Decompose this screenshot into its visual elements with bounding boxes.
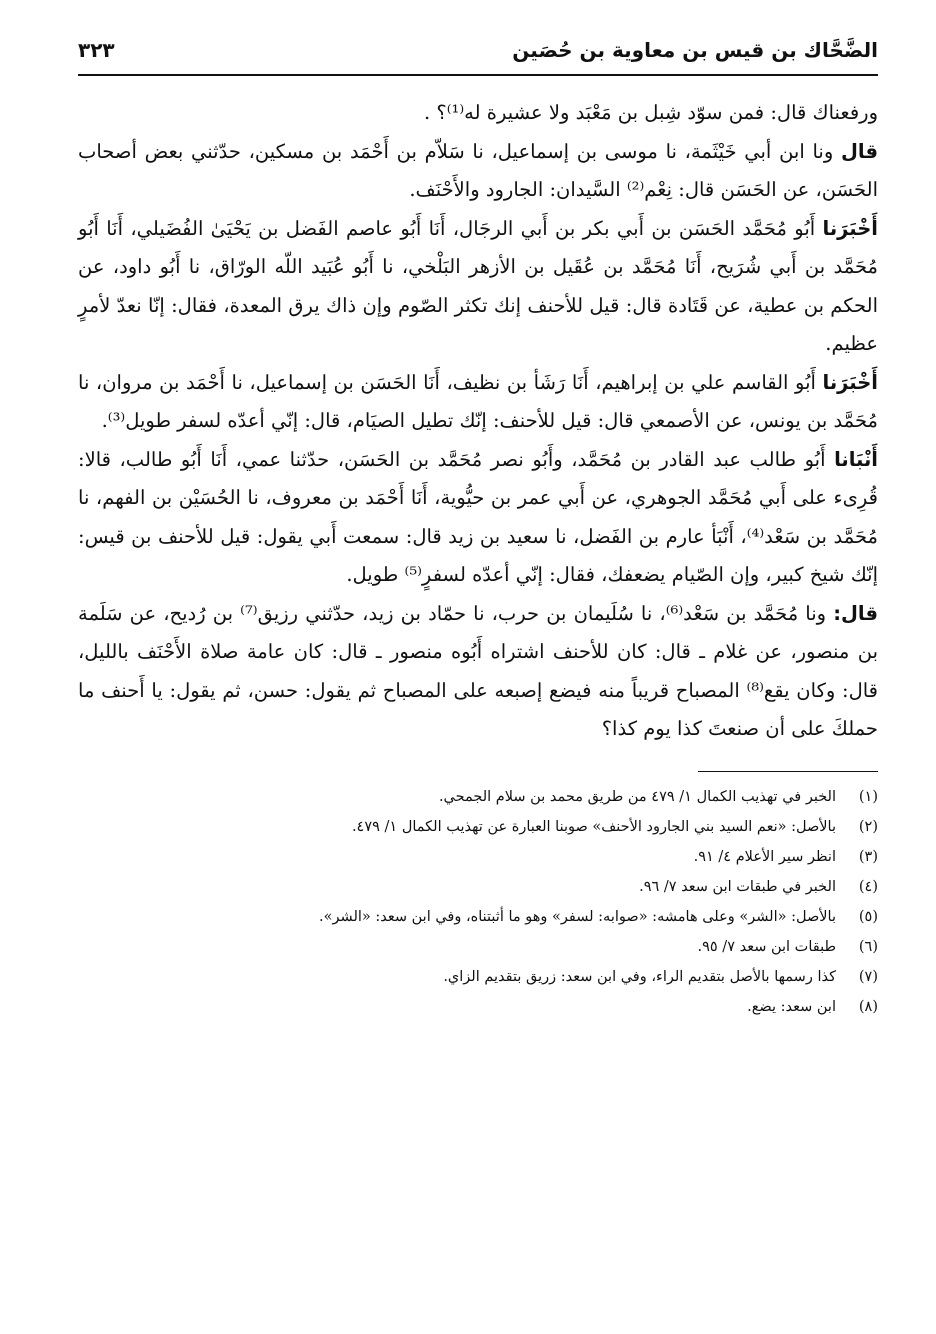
- running-title: الضَّحَّاك بن قيس بن معاوية بن حُصَين: [512, 38, 878, 62]
- footnote-text: الخبر في تهذيب الكمال ١/ ٤٧٩ من طريق محمد بن سلام الجمحي.: [438, 788, 836, 805]
- footnote-text: بالأصل: «الشر» وعلى هامشه: «صوابه: لسفر» وهو ما أثبتناه، وفي ابن سعد: «الشر».: [319, 908, 836, 925]
- paragraph: [78, 94, 878, 133]
- footnote-text: بالأصل: «نعم السيد بني الجارود الأحنف» صوبنا العبارة عن تهذيب الكمال ١/ ٤٧٩.: [351, 818, 836, 835]
- footnote: [78, 932, 878, 962]
- paragraph-lead: قال:: [833, 601, 878, 625]
- paragraph-text: ونا ابن أبي خَيْثَمة، نا موسى بن إسماعيل، نا سَلاّم بن أَحْمَد بن مسكين، حدّثني بعض أصحاب الحَسَن، عن الحَسَن قال: نِعْم⁽²⁾ السَّيدان: الجارود والأَحْنَف.: [78, 139, 878, 201]
- footnote-number: (٧): [858, 968, 878, 985]
- footnote-text: الخبر في طبقات ابن سعد ٧/ ٩٦.: [639, 878, 836, 895]
- paragraph-text: ونا مُحَمَّد بن سَعْد⁽⁶⁾، نا سُلَيمان بن حرب، نا حمّاد بن زيد، حدّثني رزيق⁽⁷⁾ بن رُديح، عن سَلَمة بن منصور، عن غلام ـ قال: كان للأحنف اشتراه أَبُوه منصور ـ قال: كان عامة صلاة الأَحْنَف بالليل، قال: وكان يقع⁽⁸⁾ المصباح قريباً منه فيضع إصبعه على المصباح ثم يقول: حسن، ثم يقول: يا أَحنف ما حملكَ على أن صنعتَ كذا يوم كذا؟: [78, 601, 878, 740]
- footnote: [78, 842, 878, 872]
- footnote: [78, 902, 878, 932]
- paragraph: [78, 133, 878, 210]
- footnotes: [78, 782, 878, 1022]
- book-page: [78, 30, 878, 1300]
- footnote-text: طبقات ابن سعد ٧/ ٩٥.: [697, 938, 836, 955]
- footnote: [78, 812, 878, 842]
- paragraph-lead: قال: [840, 139, 878, 163]
- paragraph-text: أَبُو القاسم علي بن إبراهيم، أَنَا رَشَأ بن نظيف، أَنَا الحَسَن بن إسماعيل، نا أَحْمَد بن مروان، نا مُحَمَّد بن يونس، عن الأصمعي قال: قيل للأحنف: إنّك تطيل الصيَام، قال: إنّي أعدّه لسفر طويل⁽³⁾.: [78, 370, 878, 432]
- paragraph-text: ورفعناك قال: فمن سوّد شِبل بن مَعْبَد ولا عشيرة له⁽¹⁾؟ .: [423, 101, 878, 124]
- footnote-number: (١): [858, 788, 878, 805]
- paragraph: [78, 441, 878, 595]
- footnote-number: (٦): [858, 938, 878, 955]
- footnote: [78, 992, 878, 1022]
- main-text: [78, 94, 878, 749]
- paragraph-lead: أَخْبَرَنا: [822, 370, 878, 394]
- page-number: ٣٢٣: [78, 38, 115, 62]
- footnote-separator: [78, 771, 878, 772]
- paragraph-lead: أَخْبَرَنا: [822, 216, 878, 240]
- running-head: [78, 30, 878, 76]
- paragraph-text: أَبُو مُحَمَّد الحَسَن بن أَبي بكر بن أَبي الرجَال، أَنَا أَبُو عاصم الفَضل بن يَحْيَىٰ الفُضَيلي، أَنَا أَبُو مُحَمَّد بن أَبي شُرَيح، أَنَا مُحَمَّد بن عُقَيل بن الأزهر البَلْخي، نا أَبُو عُبَيد اللّه الورّاق، نا أَبُو داود، عن الحكم بن عطية، عن قَتَادة قال: قيل للأحنف إنك تكثر الصّوم وإن ذاك يرق المعدة، فقال: إنّا نعدّ لأمرٍ عظيم.: [78, 216, 878, 355]
- footnote: [78, 872, 878, 902]
- footnote-number: (٣): [858, 848, 878, 865]
- paragraph: [78, 210, 878, 364]
- footnote-number: (٥): [858, 908, 878, 925]
- paragraph-text: أَبُو طالب عبد القادر بن مُحَمَّد، وأَبُو نصر مُحَمَّد بن الحَسَن، حدّثنا عمي، أَنَا أَبُو طالب، قالا: قُرِىء على أَبي مُحَمَّد الجوهري، عن أَبي عمر بن حيُّوية، أَنَا أَحْمَد بن معروف، نا الحُسَيْن بن الفهم، نا مُحَمَّد بن سَعْد⁽⁴⁾، أَنْبَأ عارم بن الفَضل، نا سعيد بن زيد قال: سمعت أَبي يقول: قيل للأحنف بن قيس: إنّك شيخ كبير، وإن الصّيام يضعفك، فقال: إنّي أعدّه لسفرٍ⁽⁵⁾ طويل.: [78, 447, 878, 586]
- footnote-number: (٢): [858, 818, 878, 835]
- paragraph: [78, 595, 878, 749]
- paragraph: [78, 364, 878, 441]
- footnote-text: ابن سعد: يضع.: [747, 998, 836, 1015]
- footnote-number: (٤): [858, 878, 878, 895]
- footnote-number: (٨): [858, 998, 878, 1015]
- footnote: [78, 962, 878, 992]
- footnote: [78, 782, 878, 812]
- footnote-text: انظر سير الأعلام ٤/ ٩١.: [693, 848, 836, 865]
- footnote-text: كذا رسمها بالأصل بتقديم الراء، وفي ابن سعد: زريق بتقديم الزاي.: [443, 968, 836, 985]
- paragraph-lead: أَنْبَانا: [834, 447, 878, 471]
